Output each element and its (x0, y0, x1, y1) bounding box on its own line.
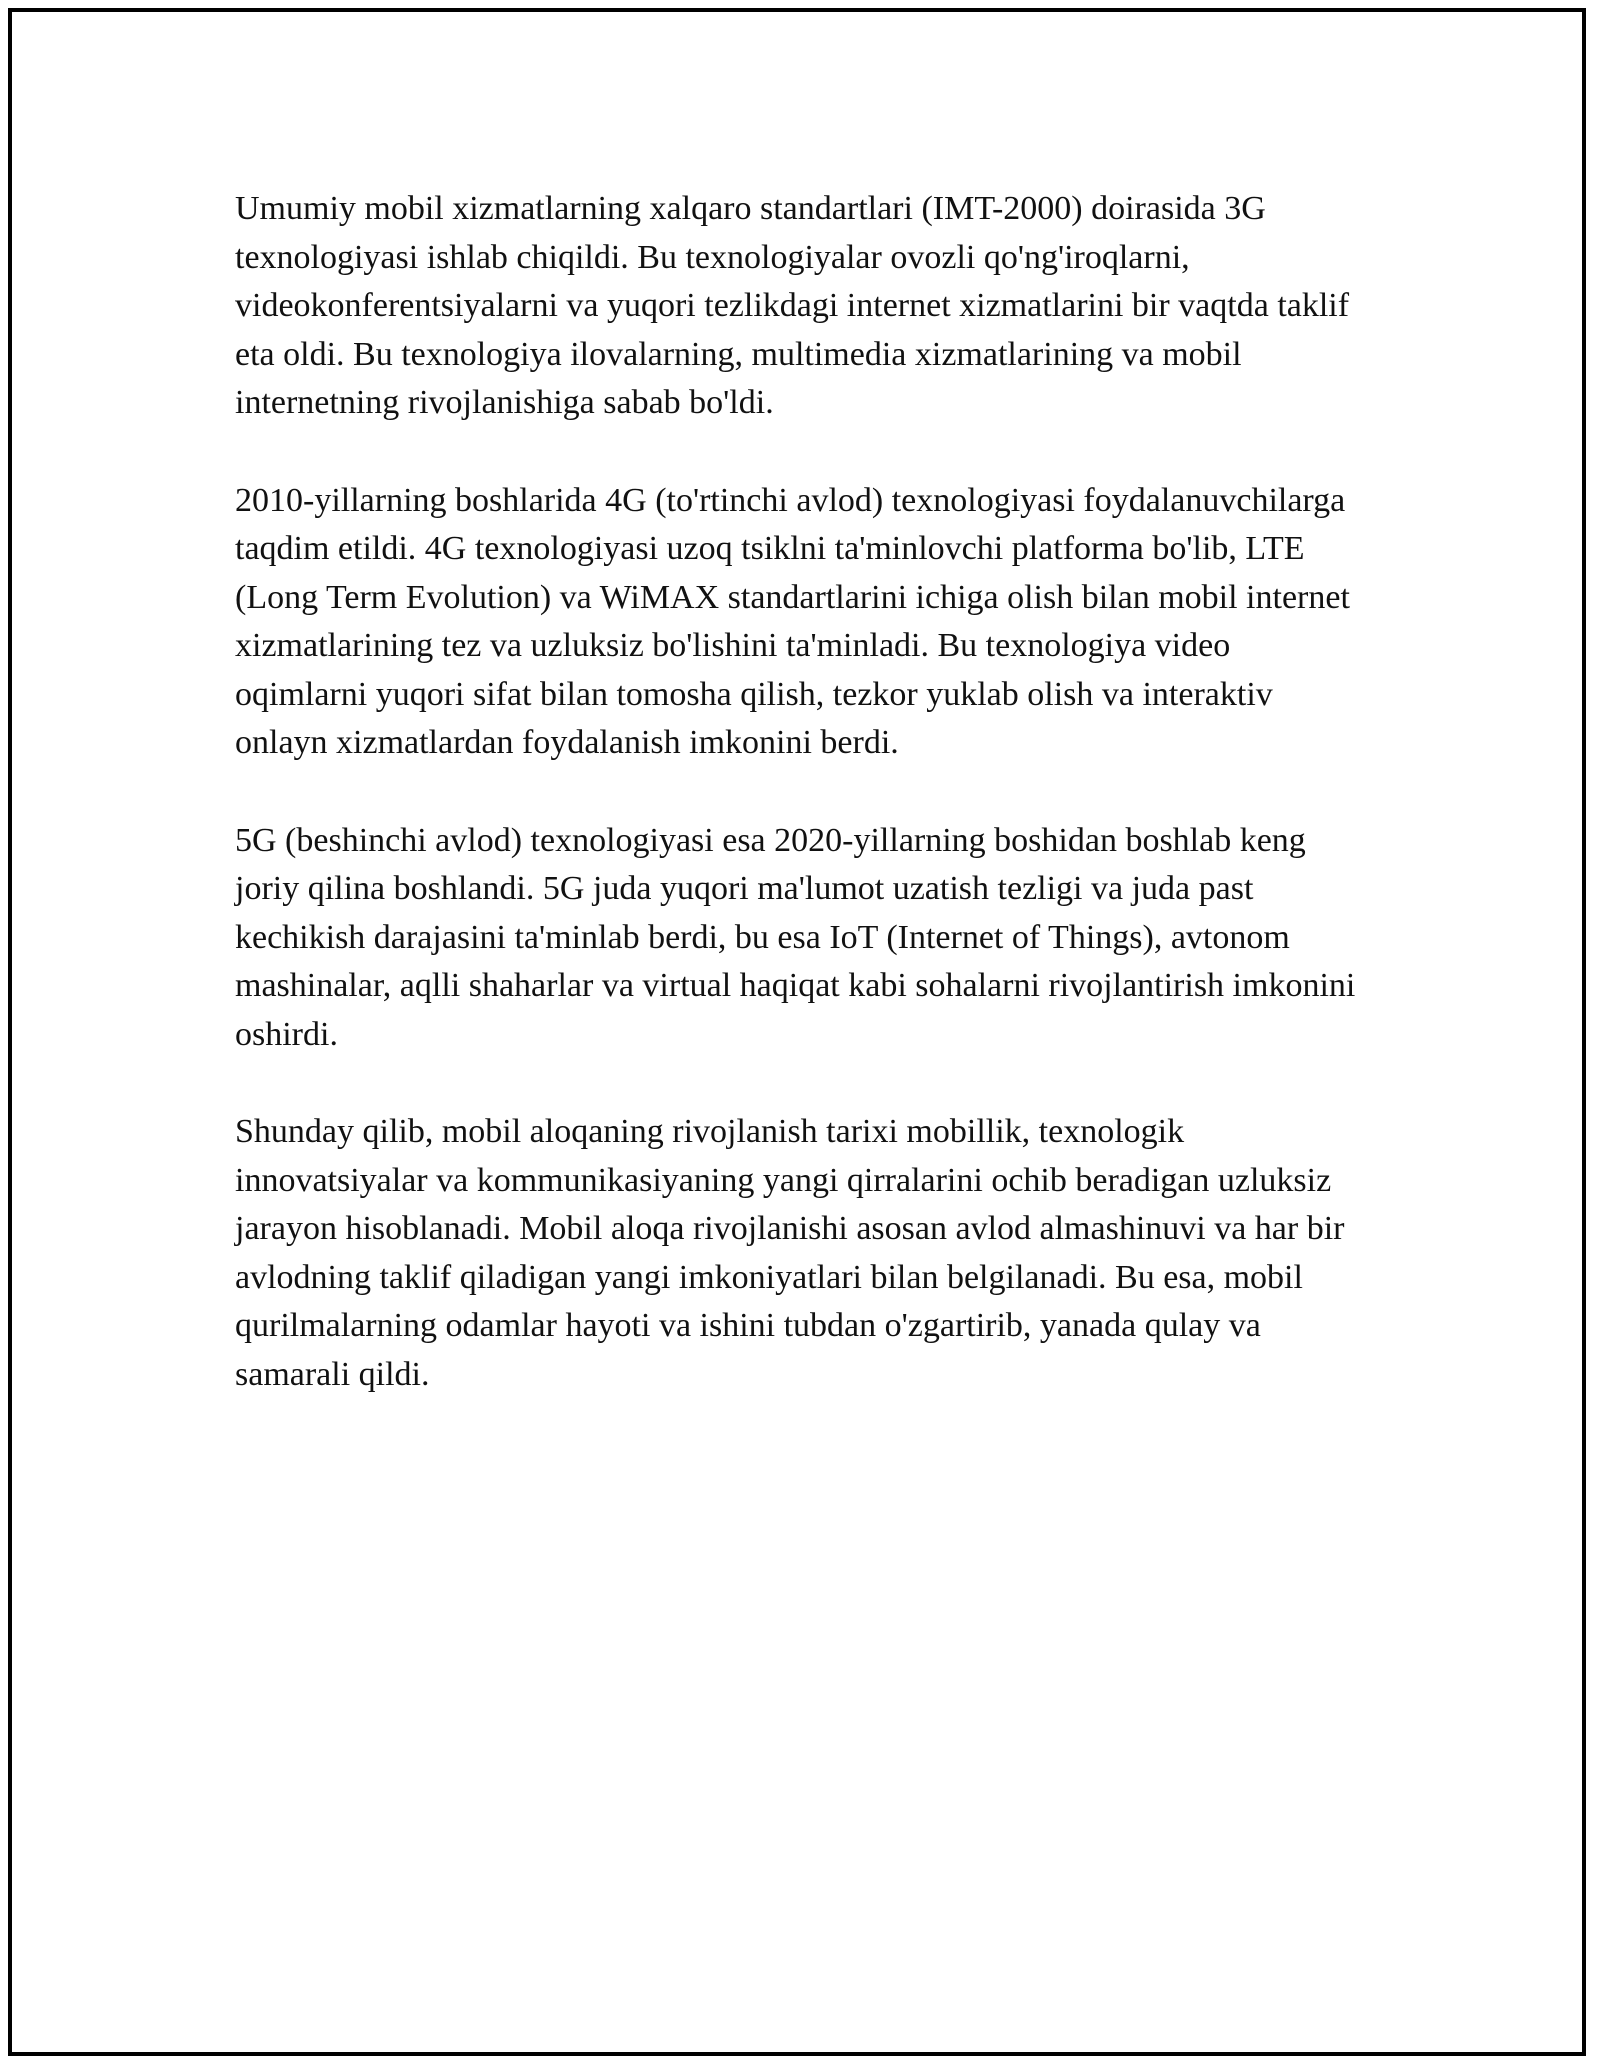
paragraph-conclusion: Shunday qilib, mobil aloqaning rivojlanish tarixi mobillik, texnologik innovatsiyalar va kommunikasiyaning yangi qirralarini ochib beradigan uzluksiz jarayon hisoblanadi. Mobil aloqa rivojlanishi asosan avlod almashinuvi va har bir avlodning taklif qiladigan yangi imkoniyatlari bilan belgilanadi. Bu esa, mobil qurilmalarning odamlar hayoti va ishini tubdan o'zgartirib, yanada qulay va samarali qildi. (235, 1113, 1345, 1393)
paragraph-5g: 5G (beshinchi avlod) texnologiyasi esa 2020-yillarning boshidan boshlab keng joriy qilina boshlandi. 5G juda yuqori ma'lumot uzatish tezligi va juda past kechikish darajasini ta'minlab berdi, bu esa IoT (Internet of Things), avtonom mashinalar, aqlli shaharlar va virtual haqiqat kabi sohalarni rivojlantirish imkonini oshirdi. (235, 821, 1356, 1053)
document-body (235, 185, 1365, 1448)
paragraph-4g: 2010-yillarning boshlarida 4G (to'rtinchi avlod) texnologiyasi foydalanuvchilarga taqdim etildi. 4G texnologiyasi uzoq tsiklni ta'minlovchi platforma bo'lib, LTE (Long Term Evolution) va WiMAX standartlarini ichiga olish bilan mobil internet xizmatlarining tez va uzluksiz bo'lishini ta'minladi. Bu texnologiya video oqimlarni yuqori sifat bilan tomosha qilish, tezkor yuklab olish va interaktiv onlayn xizmatlardan foydalanish imkonini berdi. (235, 481, 1350, 761)
paragraph-3g: Umumiy mobil xizmatlarning xalqaro standartlari (IMT-2000) doirasida 3G texnologiyasi ishlab chiqildi. Bu texnologiyalar ovozli qo'ng'iroqlarni, videokonferentsiyalarni va yuqori tezlikdagi internet xizmatlarini bir vaqtda taklif eta oldi. Bu texnologiya ilovalarning, multimedia xizmatlarining va mobil internetning rivojlanishiga sabab bo'ldi. (235, 190, 1350, 421)
